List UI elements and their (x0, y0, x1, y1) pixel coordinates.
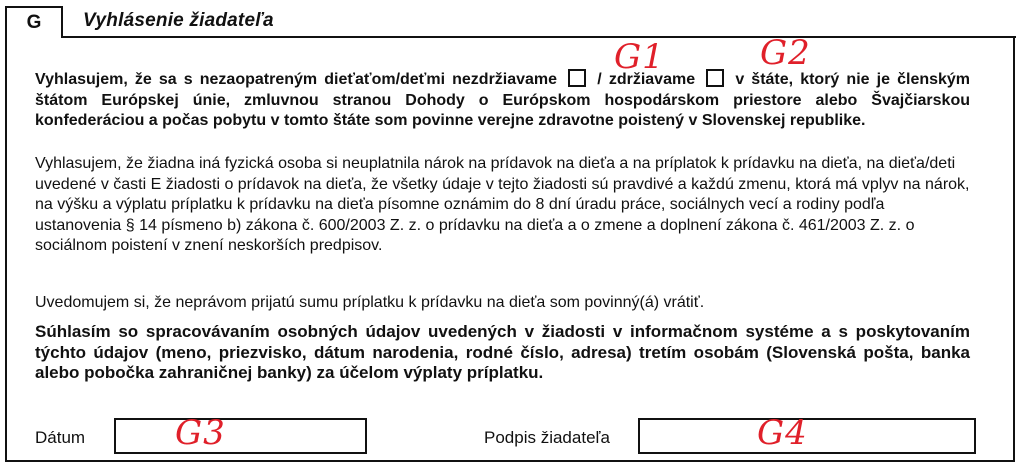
section-title: Vyhlásenie žiadateľa (83, 10, 274, 31)
annotation-g2: G2 (760, 33, 811, 73)
declaration-paragraph-2: Vyhlasujem, že žiadna iná fyzická osoba si neuplatnila nárok na prídavok na dieťa a na príplatok k prídavku na dieťa, na dieťa/deti uvedené v časti E žiadosti o prídavok na dieťa, že všetky údaje v tejto žiadosti sú pravdivé a každú zmenu, ktorá má vplyv na nárok, na výšku a výplatu príplatku k prídavku na dieťa písomne oznámim do 8 dní úradu práce, sociálnych vecí a rodiny podľa ustanovenia § 14 písmeno b) zákona č. 600/2003 Z. z. o prídavku na dieťa a o zmene a doplnení zákona č. 461/2003 Z. z. o sociálnom poistení v znení neskorších predpisov. (35, 155, 970, 254)
date-field[interactable] (114, 413, 367, 454)
date-label: Dátum (35, 428, 86, 447)
annotation-g3: G3 (175, 413, 226, 453)
checkbox-nezdrziavame[interactable] (568, 69, 586, 87)
consent-paragraph: Súhlasím so spracovávaním osobných údajov uvedených v žiadosti v informačnom systéme a s poskytovaním týchto údajov (meno, priezvisko, dátum narodenia, rodné číslo, adresa) tretím osobám (Slovenská pošta, banka alebo pobočka zahraničnej banky) za účelom výplaty príplatku. (35, 322, 970, 382)
declaration-text-rest: členským štátom Európskej únie, zmluvnou stranou Dohody o Európskom hospodárskom priestore alebo Švajčiarskou konfederáciou a počas pobytu v tomto štáte som povinne verejne zdravotne poistený v Slovenskej republike. (35, 71, 971, 129)
section-letter: G (5, 6, 63, 36)
section-header (5, 6, 1015, 38)
declaration-text-a: Vyhlasujem, že sa s nezaopatreným dieťaťom/deťmi nezdržiavame (35, 71, 558, 88)
declaration-paragraph-1 (35, 69, 970, 132)
checkbox-zdrziavame[interactable] (706, 69, 724, 87)
annotation-g1: G1 (614, 37, 665, 77)
declaration-text-c: v štáte, ktorý nie je (735, 71, 890, 88)
declaration-paragraph-3: Uvedomujem si, že neprávom prijatú sumu príplatku k prídavku na dieťa som povinný(á) vrátiť. (35, 294, 705, 311)
declaration-text-b: / zdržiavame (597, 71, 696, 88)
annotation-g4: G4 (757, 413, 808, 453)
signature-label: Podpis žiadateľa (484, 428, 610, 447)
